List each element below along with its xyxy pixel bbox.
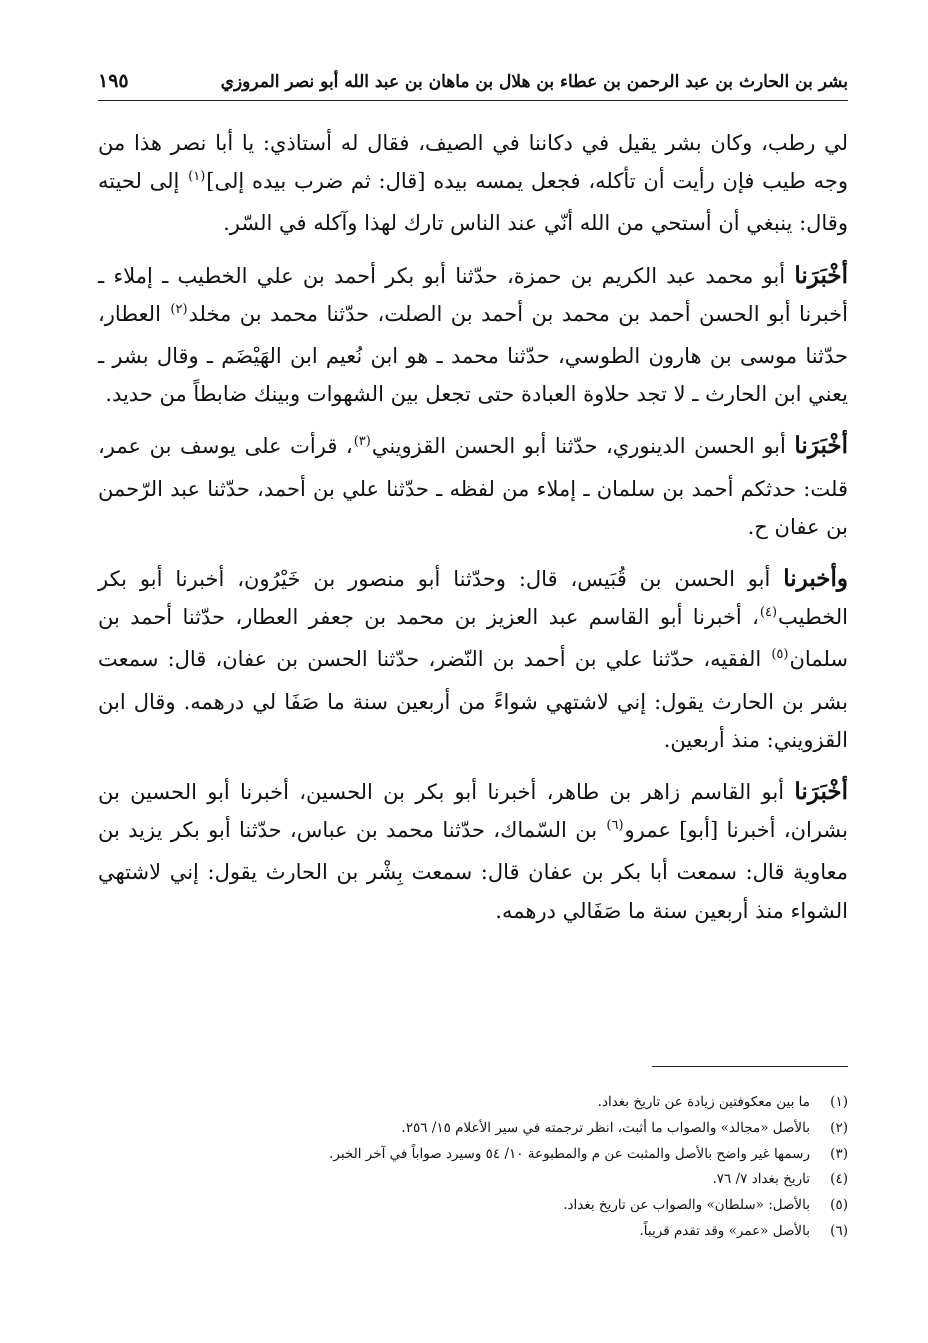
footnote-item [98,1090,848,1116]
page-number: ١٩٥ [98,70,129,92]
paragraph-text: لي رطب، وكان بشر يقيل في دكاننا في الصيف، فقال له أستاذي: يا أبا نصر هذا من وجه طيب فإن رأيت أن تأكله، فجعل يمسه بيده [قال: ثم ضرب بيده إلى] [98,131,848,194]
footnote-number: (٥) [830,1197,848,1214]
footnote-number: (٣) [830,1145,848,1162]
footnote-item [98,1142,848,1168]
isnad-lead: أخْبَرَنا [794,261,848,289]
footnote-ref-2: (٢) [170,301,188,317]
footnotes [98,1090,848,1245]
footnote-text: تاريخ بغداد ٧/ ٧٦. [712,1171,810,1188]
footnote-ref-4: (٤) [759,605,778,621]
footnote-text: بالأصل «عمر» وقد تقدم قريباً. [639,1222,810,1239]
footnote-item [98,1219,848,1245]
paragraph-text: ، قرأت على يوسف بن عمر، قلت: حدثكم أحمد بن سلمان ـ إملاء من لفظه ـ حدّثنا علي بن أحمد، حدّثنا عبد الرّحمن بن عفان ح. [98,434,848,539]
footnote-ref-5: (٥) [771,647,789,663]
footnote-text: بالأصل «مجالد» والصواب ما أثبت، انظر ترجمته في سير الأعلام ١٥/ ٢٥٦. [401,1119,810,1136]
footnote-number: (١) [830,1094,848,1110]
paragraph-text: العطار، حدّثنا موسى بن هارون الطوسي، حدّثنا محمد ـ هو ابن نُعيم ابن الهَيْضَم ـ وقال بشر ـ يعني ابن الحارث ـ لا تجد حلاوة العبادة حتى تجعل بين الشهوات وبينك ضابطاً من حديد. [98,301,848,407]
paragraph-text: أبو القاسم زاهر بن طاهر، أخبرنا أبو بكر بن الحسين، أخبرنا أبو الحسين بن بشران، أخبرنا [أبو] عمرو [98,780,848,843]
paragraph-text: ، أخبرنا أبو القاسم عبد العزيز بن محمد بن جعفر العطار، حدّثنا أحمد بن سلمان [98,605,848,672]
paragraph-text: بن السّماك، حدّثنا محمد بن عباس، حدّثنا أبو بكر يزيد بن معاوية قال: سمعت أبا بكر بن عفان قال: سمعت بِشْر بن الحارث يقول: إني لاشتهي الشواء منذ أربعين سنة ما صَفَالي درهمه. [98,818,848,923]
paragraph-text: أبو الحسن الدينوري، حدّثنا أبو الحسن القزويني [371,434,795,459]
footnote-item [98,1116,848,1142]
footnote-number: (٤) [830,1171,848,1188]
paragraph-1 [98,124,848,243]
footnote-ref-6: (٦) [606,818,624,834]
footnote-text: رسمها غير واضح بالأصل والمثبت عن م والمطبوعة ١٠/ ٥٤ وسيرد صواباً في آخر الخبر. [329,1145,810,1162]
paragraph-3 [98,427,848,546]
footnote-item [98,1193,848,1219]
paragraph-4 [98,560,848,759]
isnad-lead: أخْبَرَنا [794,778,848,806]
running-title: بشر بن الحارث بن عبد الرحمن بن عطاء بن هلال بن ماهان بن عبد الله أبو نصر المروزي [220,72,848,92]
footnote-text: ما بين معكوفتين زيادة عن تاريخ بغداد. [597,1094,810,1110]
main-text [98,124,848,944]
isnad-lead: وأخبرنا [783,565,848,593]
running-header [98,66,848,101]
footnote-divider [652,1066,848,1067]
footnote-ref-1: (١) [188,169,206,185]
isnad-lead: أخْبَرَنا [794,432,849,460]
paragraph-2 [98,257,848,414]
paragraph-5 [98,773,848,930]
footnote-item [98,1167,848,1193]
paragraph-text: أبو محمد عبد الكريم بن حمزة، حدّثنا أبو بكر أحمد بن علي الخطيب ـ إملاء ـ أخبرنا أبو الحسن أحمد بن محمد بن أحمد بن الصلت، حدّثنا محمد بن مخلد [98,263,848,326]
footnote-number: (٦) [830,1222,848,1239]
paragraph-text: إلى لحيته وقال: ينبغي أن أستحي من الله أنّي عند الناس تارك لهذا وآكله في السّر. [98,169,848,236]
paragraph-text: أبو الحسن بن قُبَيس، قال: وحدّثنا أبو منصور بن خَيْرُون، أخبرنا أبو بكر الخطيب [98,567,848,630]
footnote-ref-3: (٣) [353,434,371,450]
footnote-text: بالأصل: «سلطان» والصواب عن تاريخ بغداد. [563,1197,810,1214]
footnote-number: (٢) [830,1119,848,1136]
paragraph-text: الفقيه، حدّثنا علي بن أحمد بن النّضر، حدّثنا الحسن بن عفان، قال: سمعت بشر بن الحارث يقول: إني لاشتهي شواءً من أربعين سنة ما صَفَا لي درهمه. وقال ابن القزويني: منذ أربعين. [98,647,848,752]
